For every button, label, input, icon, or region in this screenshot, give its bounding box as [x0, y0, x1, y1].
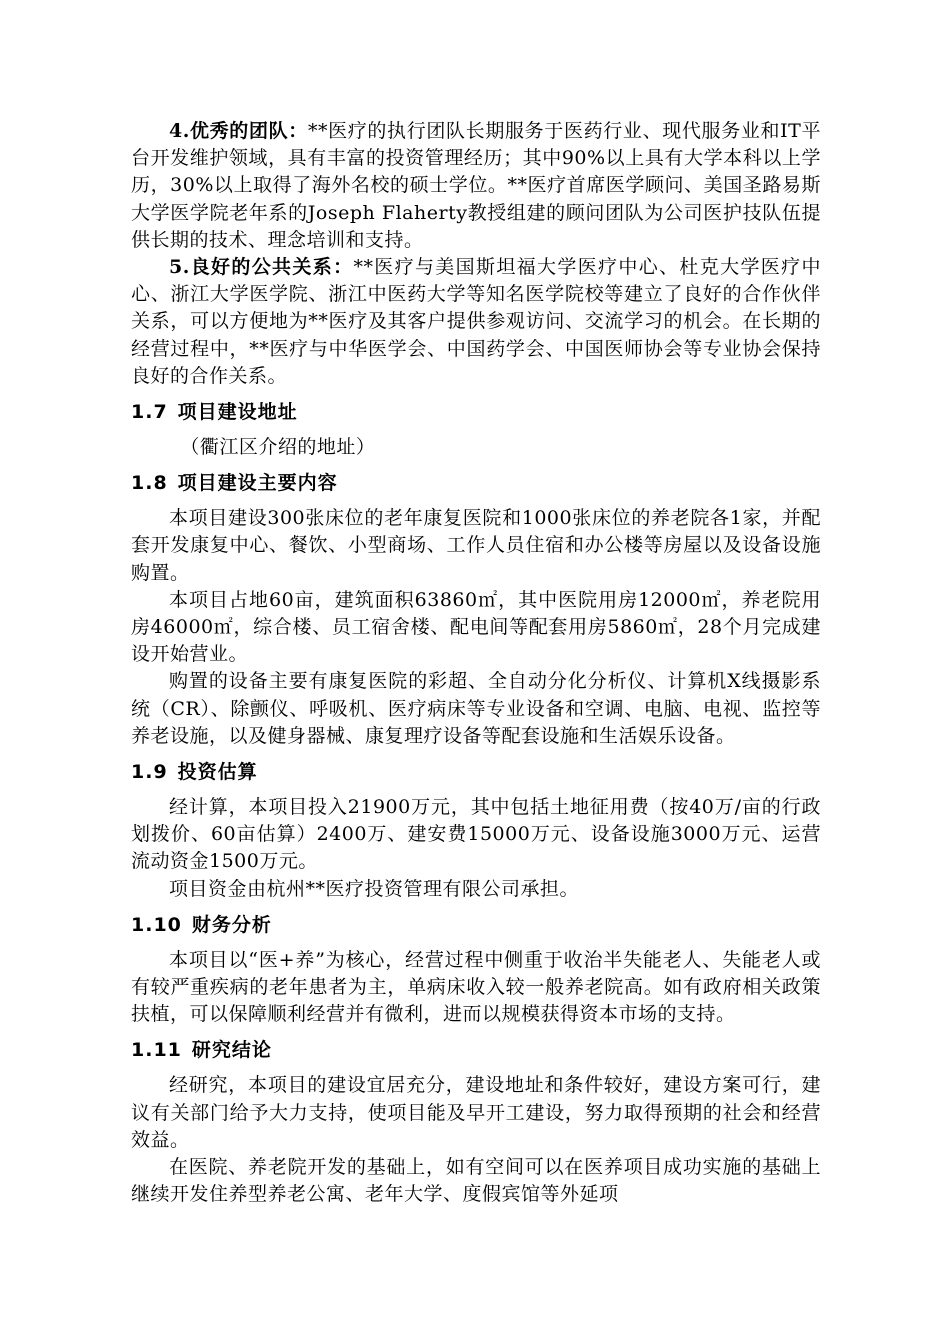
- section-title: 项目建设主要内容: [177, 472, 338, 495]
- document-page: [131, 118, 821, 1209]
- team-paragraph: [131, 118, 821, 254]
- section-number: 1.9: [131, 761, 168, 784]
- relations-body: **医疗与美国斯坦福大学医疗中心、杜克大学医疗中心、浙江大学医学院、浙江中医药大学等知名医学院校等建立了良好的合作伙伴关系，可以方便地为**医疗及其客户提供参观访问、交流学习的机会。在长期的经营过程中，**医疗与中华医学会、中国药学会、中国医师协会等专业协会保持良好的合作关系。: [131, 256, 821, 387]
- relations-lead: 5.良好的公共关系：: [169, 256, 354, 279]
- team-lead: 4.优秀的团队：: [169, 120, 308, 142]
- section-title: 研究结论: [191, 1039, 272, 1062]
- section-heading-1-10: [131, 912, 821, 939]
- relations-paragraph: [131, 254, 821, 390]
- investment-paragraph-2: 项目资金由杭州**医疗投资管理有限公司承担。: [169, 877, 580, 900]
- team-body: **医疗的执行团队长期服务于医药行业、现代服务业和IT平台开发维护领域，具有丰富的投资管理经历；其中90%以上具有大学本科以上学历，30%以上取得了海外名校的硕士学位。**医疗首席医学顾问、美国圣路易斯大学医学院老年系的Joseph Flaherty教授组建的顾问团队为公司医护技队伍提供长期的技术、理念培训和支持。: [131, 120, 821, 251]
- conclusion-paragraph-1: 经研究，本项目的建设宜居充分，建设地址和条件较好，建设方案可行，建议有关部门给予大力支持，使项目能及早开工建设，努力取得预期的社会和经营效益。: [131, 1074, 821, 1151]
- section-number: 1.8: [131, 472, 168, 495]
- content-paragraph-2: 本项目占地60亩，建筑面积63860㎡，其中医院用房12000㎡，养老院用房46000㎡，综合楼、员工宿舍楼、配电间等配套用房5860㎡，28个月完成建设开始营业。: [131, 588, 821, 666]
- content-paragraph-3: 购置的设备主要有康复医院的彩超、全自动分化分析仪、计算机X线摄影系统（CR）、除颤仪、呼吸机、医疗病床等专业设备和空调、电脑、电视、监控等养老设施，以及健身器械、康复理疗设备等配套设施和生活娱乐设备。: [131, 670, 821, 747]
- investment-paragraph-1: 经计算，本项目投入21900万元，其中包括土地征用费（按40万/亩的行政划拨价、60亩估算）2400万、建安费15000万元、设备设施3000万元、运营流动资金1500万元。: [131, 796, 821, 873]
- address-placeholder: （衢江区介绍的地址）: [180, 436, 376, 459]
- section-heading-1-8: [131, 470, 821, 497]
- section-number: 1.10: [131, 913, 182, 936]
- section-title: 投资估算: [177, 761, 258, 784]
- section-title: 项目建设地址: [177, 401, 298, 424]
- section-title: 财务分析: [191, 913, 272, 936]
- content-paragraph-1: 本项目建设300张床位的老年康复医院和1000张床位的养老院各1家，并配套开发康复中心、餐饮、小型商场、工作人员住宿和办公楼等房屋以及设备设施购置。: [131, 507, 821, 584]
- section-number: 1.11: [131, 1039, 182, 1062]
- section-heading-1-7: [131, 399, 821, 426]
- section-heading-1-11: [131, 1037, 821, 1064]
- finance-paragraph: 本项目以“医+养”为核心，经营过程中侧重于收治半失能老人、失能老人或有较严重疾病的老年患者为主，单病床收入较一般养老院高。如有政府相关政策扶植，可以保障顺利经营并有微利，进而以规模获得资本市场的支持。: [131, 948, 821, 1026]
- section-number: 1.7: [131, 401, 168, 424]
- section-heading-1-9: [131, 759, 821, 786]
- conclusion-paragraph-2: 在医院、养老院开发的基础上，如有空间可以在医养项目成功实施的基础上继续开发住养型养老公寓、老年大学、度假宾馆等外延项: [131, 1156, 821, 1206]
